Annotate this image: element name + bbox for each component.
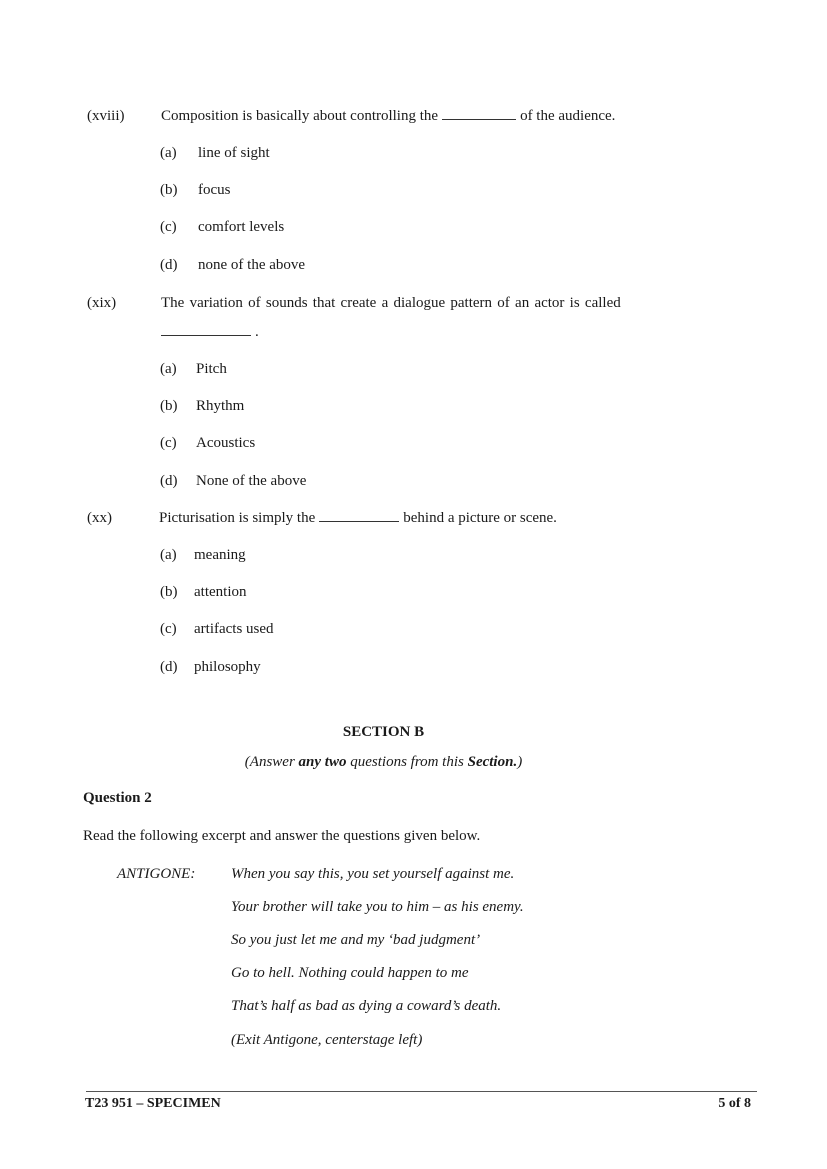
question-text-before: The variation of sounds that create a dialogue pattern of an actor is called — [161, 295, 621, 311]
instruction-text: ) — [517, 754, 523, 770]
question-text-before: Composition is basically about controlling the — [161, 108, 439, 124]
question-text — [159, 510, 557, 527]
option-letter: (c) — [160, 621, 177, 637]
instruction-text: (Answer — [244, 754, 299, 770]
answer-blank — [442, 118, 516, 120]
answer-blank — [161, 334, 251, 336]
option-text: artifacts used — [194, 621, 274, 637]
option-text: meaning — [194, 547, 246, 563]
excerpt-line: Go to hell. Nothing could happen to me — [231, 965, 469, 981]
stage-direction: (Exit Antigone, centerstage left) — [231, 1032, 423, 1048]
option-letter: (d) — [160, 473, 178, 489]
option-text: comfort levels — [198, 219, 285, 235]
option-letter: (d) — [160, 257, 178, 273]
question-text-before: Picturisation is simply the — [159, 510, 316, 526]
option-letter: (a) — [160, 547, 177, 563]
excerpt-line: So you just let me and my ‘bad judgment’ — [231, 932, 481, 948]
option-text: Acoustics — [196, 435, 256, 451]
excerpt-line: That’s half as bad as dying a coward’s death. — [231, 998, 502, 1014]
option-letter: (b) — [160, 182, 178, 198]
speaker-name: ANTIGONE: — [117, 866, 196, 882]
question-number: (xx) — [87, 510, 112, 526]
question-number: (xviii) — [87, 108, 125, 124]
option-text: attention — [194, 584, 247, 600]
option-text: Rhythm — [196, 398, 245, 414]
question-number: (xix) — [87, 295, 117, 311]
option-text: philosophy — [194, 659, 261, 675]
answer-blank — [319, 520, 399, 522]
option-letter: (c) — [160, 435, 177, 451]
option-text: Pitch — [196, 361, 227, 377]
option-letter: (c) — [160, 219, 177, 235]
instruction-emphasis: any two — [298, 754, 347, 770]
excerpt-line: Your brother will take you to him – as his enemy. — [231, 899, 524, 915]
option-text: line of sight — [198, 145, 270, 161]
question-prompt: Read the following excerpt and answer the questions given below. — [83, 828, 481, 844]
footer-divider — [86, 1091, 757, 1092]
option-text: focus — [198, 182, 231, 198]
option-letter: (a) — [160, 361, 177, 377]
footer-code: T23 951 – SPECIMEN — [85, 1096, 221, 1111]
option-text: None of the above — [196, 473, 307, 489]
instruction-emphasis: Section. — [467, 754, 518, 770]
question-heading: Question 2 — [83, 790, 152, 806]
section-instruction — [0, 754, 767, 771]
section-title: SECTION B — [342, 724, 425, 740]
option-letter: (b) — [160, 398, 178, 414]
option-letter: (b) — [160, 584, 178, 600]
excerpt-line: When you say this, you set yourself against me. — [231, 866, 515, 882]
option-text: none of the above — [198, 257, 306, 273]
question-text-after: . — [255, 324, 259, 340]
question-text-after: behind a picture or scene. — [403, 510, 557, 526]
question-text — [161, 108, 615, 125]
question-text-continuation — [161, 324, 259, 341]
instruction-text: questions from this — [346, 754, 468, 770]
question-text-after: of the audience. — [520, 108, 616, 124]
option-letter: (d) — [160, 659, 178, 675]
option-letter: (a) — [160, 145, 177, 161]
page-number: 5 of 8 — [718, 1096, 751, 1111]
